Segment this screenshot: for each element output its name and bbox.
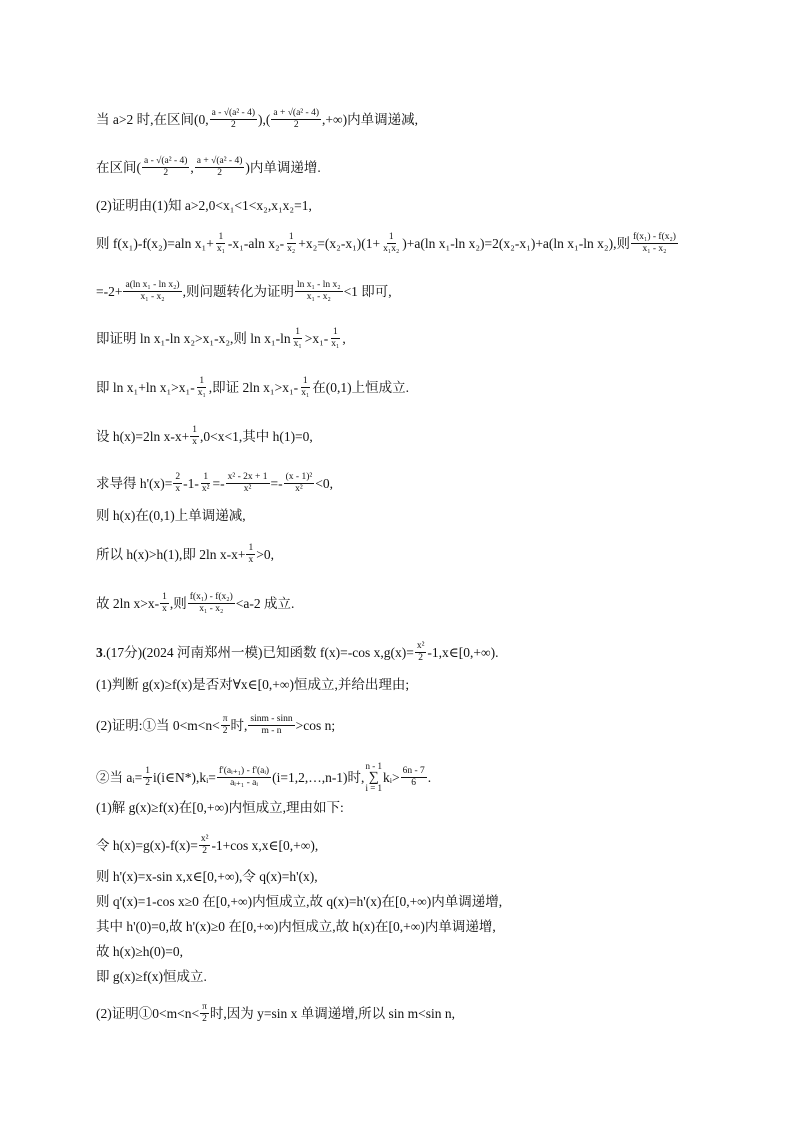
fraction-numerator: 1 (248, 543, 254, 553)
fraction-denominator: x² (201, 484, 210, 494)
fraction-denominator: x (162, 604, 167, 614)
text-segment: <1 即可, (343, 283, 392, 299)
text-line (96, 762, 431, 793)
fraction (215, 232, 227, 255)
text-line (96, 943, 183, 961)
text-segment: (2)证明①0<m<n< (96, 1005, 200, 1021)
fraction-numerator: 1 (388, 232, 394, 242)
fraction (210, 108, 257, 131)
fraction-numerator: (x - 1)² (285, 472, 313, 482)
text-segment: 在(0,1)上恒成立. (312, 379, 409, 395)
text-segment: .(17分)(2024 河南郑州一模)已知函数 f(x)=-cos x,g(x)= (102, 644, 414, 660)
summation-upper-limit: n - 1 (365, 761, 382, 771)
fraction-denominator: x₁x₂ (383, 244, 400, 254)
text-segment: =- (212, 475, 225, 491)
text-line (96, 1002, 455, 1025)
fraction (248, 714, 294, 737)
text-segment: )+a(ln x₁-ln x₂)=2(x₂-x₁)+a(ln x₁-ln x₂),则 (402, 235, 630, 251)
fraction (299, 376, 311, 399)
fraction-denominator: m - n (261, 726, 282, 736)
sigma-glyph: ∑ (368, 770, 379, 785)
fraction-numerator: x² - 2x + 1 (227, 472, 268, 482)
text-segment: >x₁- (304, 330, 329, 346)
fraction (271, 108, 321, 131)
text-segment: -x₁-aln x₂- (227, 235, 285, 251)
fraction-numerator: 1 (295, 327, 301, 337)
fraction-numerator: f'(aᵢ₊₁) - f'(aᵢ) (218, 766, 270, 776)
fraction (329, 327, 341, 350)
text-segment: (1)解 g(x)≥f(x)在[0,+∞)内恒成立,理由如下: (96, 800, 344, 815)
fraction-numerator: 1 (302, 376, 308, 386)
fraction-numerator: 2 (175, 472, 181, 482)
fraction (631, 232, 678, 255)
text-segment: -1+cos x,x∈[0,+∞), (211, 837, 319, 853)
text-segment: 当 a>2 时,在区间(0, (96, 111, 209, 127)
fraction (160, 592, 169, 615)
fraction (221, 714, 230, 737)
fraction-denominator: x₁ - x₂ (199, 604, 224, 614)
fraction-numerator: x² (200, 834, 209, 844)
text-segment: ,0<x<1,其中 h(1)=0, (199, 428, 313, 444)
text-segment: <a-2 成立. (235, 595, 295, 611)
text-line (96, 968, 207, 986)
fraction-numerator: sinm - sinn (250, 714, 293, 724)
fraction-numerator: 6n - 7 (402, 766, 425, 776)
text-line (96, 376, 409, 399)
fraction-denominator: x₁ - x₂ (140, 292, 165, 302)
text-segment: 则 h'(x)=x-sin x,x∈[0,+∞),令 q(x)=h'(x), (96, 869, 318, 884)
fraction-denominator: x₁ (301, 388, 310, 398)
fraction (199, 834, 211, 857)
text-segment: )内单调递增. (245, 159, 321, 175)
fraction-numerator: 1 (288, 232, 294, 242)
text-segment: 则 f(x₁)-f(x₂)=aln x₁+ (96, 235, 214, 251)
text-segment: 在区间( (96, 159, 141, 175)
text-segment: ,则 (169, 595, 187, 611)
fraction (200, 1002, 209, 1025)
fraction-denominator: x₂ (287, 244, 296, 254)
text-line (96, 472, 333, 495)
fraction-numerator: 1 (332, 327, 338, 337)
fraction (415, 641, 427, 664)
fraction-denominator: x₁ (197, 388, 206, 398)
text-segment: 令 h(x)=g(x)-f(x)= (96, 837, 198, 853)
fraction-denominator: aᵢ₊₁ - aᵢ (230, 778, 258, 788)
fraction (285, 232, 297, 255)
text-segment: , (342, 330, 346, 346)
fraction-numerator: f(x₁) - f(x₂) (189, 592, 233, 602)
text-segment: 故 2ln x>x- (96, 595, 160, 611)
text-segment: 即 g(x)≥f(x)恒成立. (96, 969, 207, 984)
fraction-numerator: 1 (203, 472, 209, 482)
fraction (142, 156, 189, 179)
text-line (96, 799, 344, 817)
text-segment: -1- (183, 475, 199, 491)
text-segment: . (427, 769, 432, 785)
text-segment: 时, (230, 717, 248, 733)
text-segment: 所以 h(x)>h(1),即 2ln x-x+ (96, 546, 246, 562)
fraction-denominator: x (192, 437, 197, 447)
fraction (401, 766, 427, 789)
fraction (226, 472, 270, 495)
text-segment: kᵢ> (383, 769, 400, 785)
fraction-numerator: a + √(a² - 4) (196, 156, 243, 166)
text-segment: 设 h(x)=2ln x-x+ (96, 428, 190, 444)
fraction-numerator: a - √(a² - 4) (144, 156, 188, 166)
text-line (96, 327, 346, 350)
fraction-denominator: 2 (230, 120, 236, 130)
fraction (195, 156, 245, 179)
text-segment: , (190, 159, 194, 175)
text-line (96, 425, 313, 448)
fraction-numerator: 1 (145, 766, 150, 776)
fraction-numerator: a - √(a² - 4) (211, 108, 256, 118)
fraction-denominator: x₁ (331, 339, 340, 349)
text-segment: ②当 aᵢ= (96, 769, 143, 785)
text-line (96, 156, 321, 179)
fraction (143, 766, 152, 789)
fraction-denominator: 2 (202, 846, 207, 856)
text-line (96, 232, 679, 255)
fraction-denominator: 2 (145, 778, 150, 788)
text-segment: (i=1,2,…,n-1)时, (272, 769, 365, 785)
fraction-denominator: x₁ (216, 244, 225, 254)
text-line (96, 641, 499, 664)
text-segment: 则 q'(x)=1-cos x≥0 在[0,+∞)内恒成立,故 q(x)=h'(x)在[0,+∞)内单调递增, (96, 894, 503, 909)
fraction-numerator: ln x₁ - ln x₂ (296, 280, 341, 290)
text-line (96, 893, 502, 911)
fraction-numerator: π (222, 714, 228, 724)
fraction-denominator: 6 (411, 778, 417, 788)
text-line (96, 714, 335, 737)
text-segment: i(i∈N*),kᵢ= (152, 769, 216, 785)
text-segment: =- (270, 475, 283, 491)
fraction-numerator: 1 (162, 592, 167, 602)
text-segment: 即证明 ln x₁-ln x₂>x₁-x₂,则 ln x₁-ln (96, 330, 291, 346)
fraction (246, 543, 255, 566)
text-segment: <0, (315, 475, 333, 491)
text-segment: 时,因为 y=sin x 单调递增,所以 sin m<sin n, (209, 1005, 456, 1021)
fraction (123, 280, 181, 303)
text-line (96, 108, 418, 131)
text-segment: ,即证 2ln x₁>x₁- (208, 379, 299, 395)
text-line (96, 868, 318, 886)
fraction (196, 376, 208, 399)
fraction-numerator: x² (416, 641, 425, 651)
fraction-denominator: x² (243, 484, 252, 494)
text-segment: >cos n; (295, 717, 336, 733)
text-segment: 即 ln x₁+ln x₁>x₁- (96, 379, 195, 395)
text-segment: ),( (258, 111, 271, 127)
fraction (188, 592, 235, 615)
text-line (96, 676, 409, 694)
text-segment: 则 h(x)在(0,1)上单调递减, (96, 508, 246, 523)
fraction-denominator: 2 (202, 1014, 207, 1024)
summation-lower-limit: i = 1 (365, 783, 383, 793)
text-segment: 求导得 h'(x)= (96, 475, 173, 491)
fraction-numerator: π (202, 1002, 207, 1012)
text-segment: (1)判断 g(x)≥f(x)是否对∀x∈[0,+∞)恒成立,并给出理由; (96, 677, 410, 692)
text-segment: 其中 h'(0)=0,故 h'(x)≥0 在[0,+∞)内恒成立,故 h(x)在[0,+∞)内单调递增, (96, 919, 496, 934)
fraction-denominator: 2 (163, 168, 169, 178)
fraction (173, 472, 182, 495)
fraction-denominator: x² (295, 484, 303, 494)
fraction-denominator: 2 (418, 653, 423, 663)
fraction-denominator: 2 (217, 168, 222, 178)
text-segment: +x₂=(x₂-x₁)(1+ (298, 235, 381, 251)
fraction (200, 472, 212, 495)
text-segment: (2)证明:①当 0<m<n< (96, 717, 220, 733)
text-segment: 故 h(x)≥h(0)=0, (96, 944, 184, 959)
fraction-denominator: x₁ - x₂ (642, 244, 667, 254)
text-segment: -1,x∈[0,+∞). (427, 644, 499, 660)
fraction (295, 280, 343, 303)
text-segment: ,则问题转化为证明 (182, 283, 294, 299)
text-line (96, 834, 318, 857)
fraction-numerator: 1 (218, 232, 224, 242)
text-line (96, 543, 274, 566)
fraction (217, 766, 271, 789)
fraction-denominator: 2 (222, 726, 228, 736)
text-segment: ,+∞)内单调递减, (321, 111, 418, 127)
fraction-denominator: x₁ (293, 339, 302, 349)
text-line (96, 197, 312, 215)
text-line (96, 507, 246, 525)
fraction-numerator: a(ln x₁ - ln x₂) (125, 280, 180, 290)
text-segment: =-2+ (96, 283, 123, 299)
fraction-numerator: a + √(a² - 4) (273, 108, 319, 118)
fraction-denominator: x₁ - x₂ (306, 292, 331, 302)
text-line (96, 592, 294, 615)
fraction-numerator: f(x₁) - f(x₂) (632, 232, 676, 242)
text-segment: >0, (256, 546, 274, 562)
fraction-denominator: 2 (293, 120, 299, 130)
summation-symbol (365, 762, 382, 793)
fraction-numerator: 1 (192, 425, 197, 435)
fraction (190, 425, 199, 448)
fraction-denominator: x (248, 555, 254, 565)
text-line (96, 918, 496, 936)
text-line (96, 280, 392, 303)
text-segment: (2)证明由(1)知 a>2,0<x₁<1<x₂,x₁x₂=1, (96, 198, 312, 213)
fraction (381, 232, 401, 255)
problem-number: 3 (96, 644, 103, 660)
fraction (284, 472, 315, 495)
fraction-numerator: 1 (199, 376, 205, 386)
fraction-denominator: x (175, 484, 181, 494)
fraction (292, 327, 304, 350)
